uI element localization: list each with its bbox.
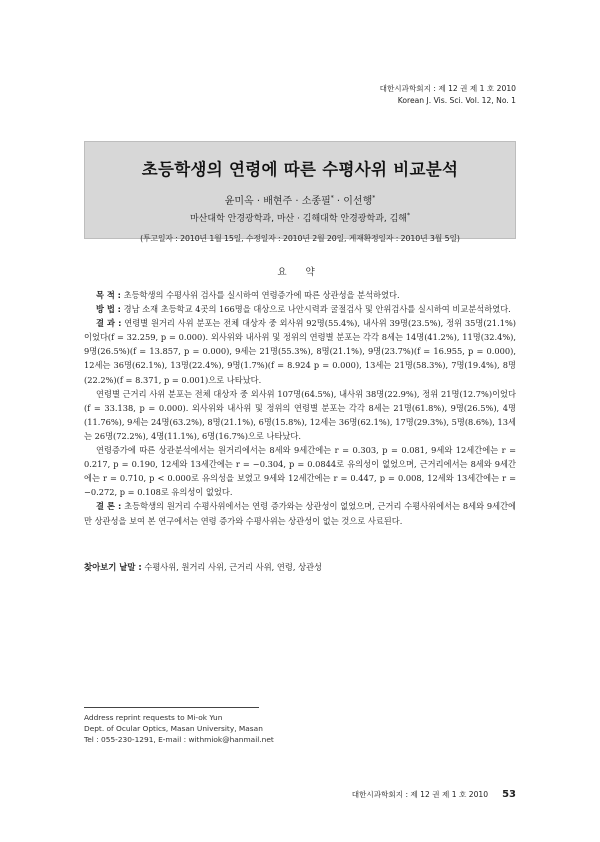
footnote-line-2: Dept. of Ocular Optics, Masan University, Masan: [84, 724, 263, 733]
abstract-conclusion: [84, 499, 516, 527]
footer-journal: 대한시과학회지 : 제 12 권 제 1 호 2010: [351, 790, 489, 799]
affiliation-text: 마산대학 안경광학과, 마산 · 김해대학 안경광학과, 김해: [189, 214, 408, 224]
keywords-text: 수평사위, 원거리 사위, 근거리 사위, 연령, 상관성: [141, 562, 323, 572]
paper-title: 초등학생의 연령에 따른 수평사위 비교분석: [141, 160, 459, 179]
journal-header-english: Korean J. Vis. Sci. Vol. 12, No. 1: [397, 96, 516, 105]
submission-dates: (투고일자 : 2010년 1월 15일, 수정일자 : 2010년 2월 20일, 게재확정일자 : 2010년 3월 5일): [140, 234, 460, 243]
abstract-purpose: [84, 288, 516, 302]
author-mark-2: *: [372, 194, 376, 202]
keywords-label: 찾아보기 낱말 :: [84, 562, 142, 572]
conclusion-label: 결 론 :: [96, 501, 122, 512]
footnote: [84, 712, 274, 745]
author-list: [85, 192, 515, 207]
authors-text: 윤미옥 · 배현주 · 소종필: [224, 196, 331, 207]
abstract-result: [84, 316, 516, 386]
method-label: 방 법 :: [96, 304, 121, 315]
author-mark-1: *: [330, 194, 334, 202]
purpose-text: 초등학생의 수평사위 검사를 실시하여 연령증가에 따른 상관성을 분석하였다.: [120, 290, 400, 300]
result-text: 연령별 원거리 사위 분포는 전체 대상자 중 외사위 92명(55.4%), 내사위 39명(23.5%), 정위 35명(21.1%)이었다(f = 32.259, p = 0.000). 외사위와 내사위 및 정위의 연령별 분포는 각각 8세는 14명(41.2%), 11명(32.4%), 9명(26.5%)(f = 13.857, p = 0.000), 9세는 21명(55.3%), 8명(21.1%), 9명(23.7%)(f = 16.955, p = 0.000), 12세는 36명(62.1%), 13명(22.4%), 9명(1.7%)(f = 8.924 p = 0.000), 13세는 21명(58.3%), 7명(19.4%), 8명(22.2%)(f = 8.371, p = 0.001)으로 나타났다.: [84, 318, 516, 385]
abstract-method: [84, 302, 516, 316]
title-box: [84, 141, 516, 243]
footnote-line-1: Address reprint requests to Mi-ok Yun: [84, 713, 223, 722]
authors-text-2: · 이선행: [333, 196, 373, 207]
journal-header: [380, 83, 516, 107]
method-text: 경남 소재 초등학교 4곳의 166명을 대상으로 나안시력과 굴절검사 및 안위검사를 실시하여 비교분석하였다.: [120, 304, 511, 315]
purpose-label: 목 적 :: [96, 290, 121, 300]
conclusion-text: 초등학생의 원거리 수평사위에서는 연령 증가와는 상관성이 없었으며, 근거리 수평사위에서는 8세와 9세간에만 상관성을 보여 본 연구에서는 연령 증가와 수평사위는 상관성이 없는 것으로 사료된다.: [84, 501, 517, 526]
abstract-body: [84, 288, 516, 528]
abstract-near: 연령별 근거리 사위 분포는 전체 대상자 중 외사위 107명(64.5%), 내사위 38명(22.9%), 정위 21명(12.7%)이었다(f = 33.138, p = 0.000). 외사위와 내사위 및 정위의 연령별 분포는 각각 8세는 21명(61.8%), 9명(26.5%), 4명(11.76%), 9세는 24명(63.2%), 8명(21.1%), 6명(15.8%), 12세는 36명(62.1%), 17명(29.3%), 5명(8.6%), 13세는 26명(72.2%), 4명(11.1%), 6명(16.7%)으로 나타났다.: [84, 388, 516, 441]
footnote-divider: [84, 707, 259, 708]
page-number: 53: [502, 789, 516, 800]
abstract-heading: 요 약: [277, 267, 323, 278]
page-footer: [352, 789, 516, 800]
keywords: [84, 561, 516, 573]
footnote-line-3: Tel : 055-230-1291, E-mail : withmiok@hanmail.net: [84, 735, 274, 744]
abstract-correlation: 연령증가에 따른 상관분석에서는 원거리에서는 8세와 9세간에는 r = 0.303, p = 0.081, 9세와 12세간에는 r = 0.217, p = 0.190, 12세와 13세간에는 r = −0.304, p = 0.0844로 유의성이 없었으며, 근거리에서는 8세와 9세간에는 r = 0.710, p < 0.000로 유의성을 보였고 9세와 12세간에는 r = 0.447, p = 0.008, 12세와 13세간에는 r = −0.272, p = 0.108로 유의성이 없었다.: [84, 445, 516, 498]
journal-header-korean: 대한시과학회지 : 제 12 권 제 1 호 2010: [379, 84, 516, 93]
result-label: 결 과 :: [96, 318, 122, 329]
affiliation-mark: *: [407, 212, 411, 219]
affiliation: [85, 211, 515, 224]
